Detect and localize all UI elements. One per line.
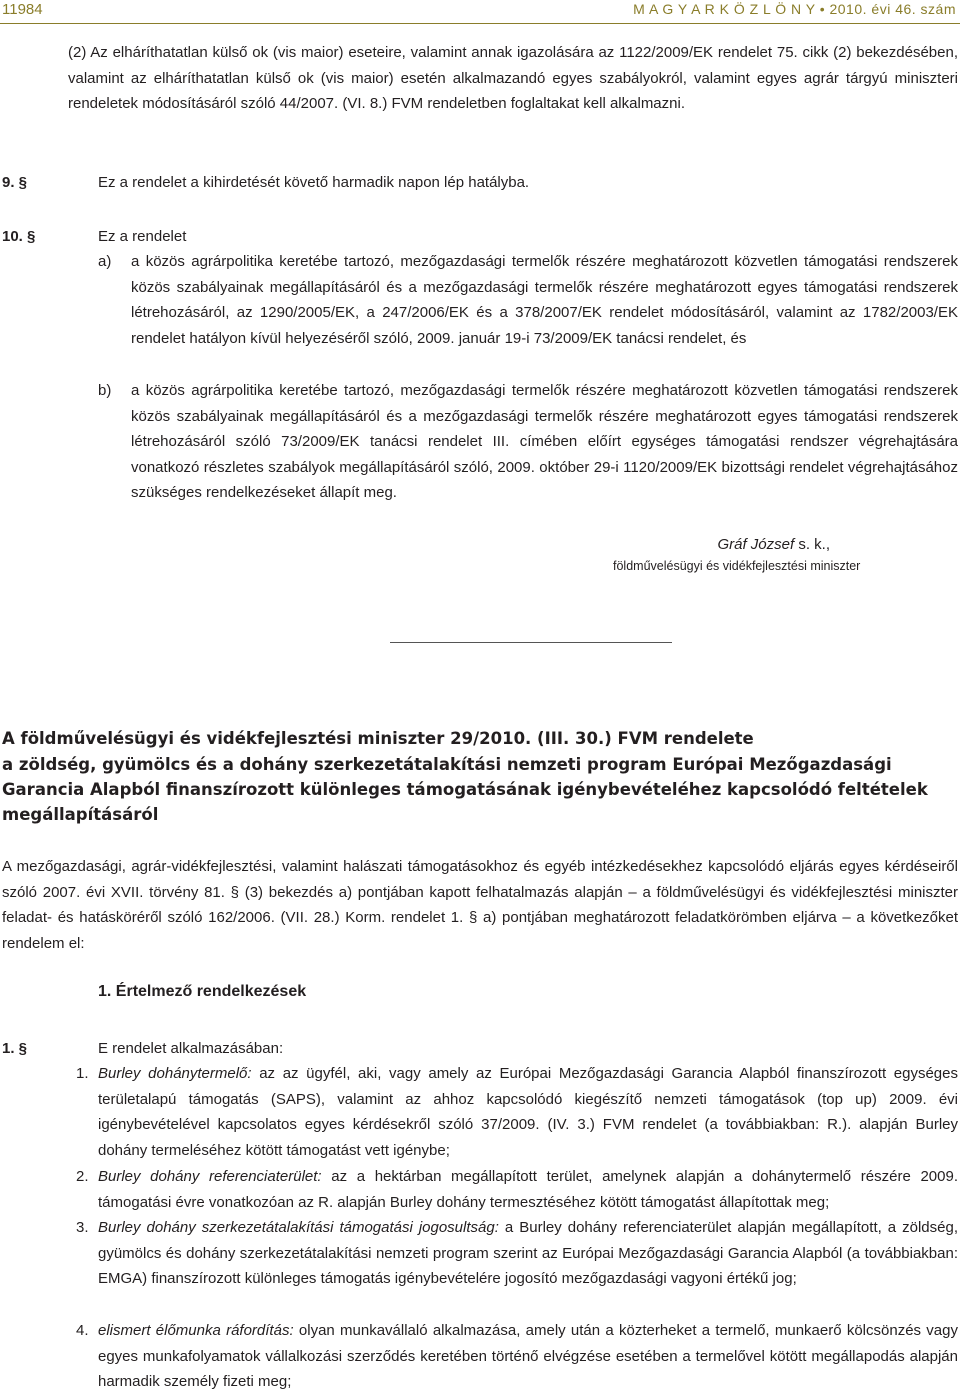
header-rule [0, 23, 960, 24]
section-1-intro: E rendelet alkalmazásában: [98, 1040, 284, 1057]
definition-number: 1. [76, 1065, 89, 1082]
page-header [0, 0, 960, 22]
section-9-text: Ez a rendelet a kihirdetését követő harmadik napon lép hatályba. [98, 174, 530, 191]
page-number: 11984 [2, 1, 43, 18]
decree-title: A földművelésügyi és vidékfejlesztési miniszter 29/2010. (III. 30.) FVM rendelete [2, 729, 754, 748]
item-b-label: b) [98, 382, 112, 399]
item-b-text: a közös agrárpolitika keretébe tartozó, mezőgazdasági termelők részére meghatározott közvetlen támogatási rendszerek közös szabályainak megállapításáról és a mezőgazdasági termelők részére meghatározott egyes támogatási rendszerek létrehozásáról szóló 73/2009/EK tanácsi rendelet III. címében előírt egységes támogatási rendszer végrehajtására vonatkozó részletes szabályok megállapításáról szóló, 2009. október 29-i 1120/2009/EK bizottsági rendelet végrehajtásához szükséges rendelkezéseket állapít meg. [131, 382, 958, 501]
definition-item [98, 1061, 958, 1163]
signer-name: Gráf József [717, 536, 795, 553]
signature-name [717, 536, 830, 553]
journal-info: M A G Y A R K Ö Z L Ö N Y • 2010. évi 46. szám [633, 1, 956, 17]
signature-suffix: s. k., [794, 536, 830, 553]
definition-item [98, 1164, 958, 1215]
item-a-text: a közös agrárpolitika keretébe tartozó, mezőgazdasági termelők részére meghatározott közvetlen támogatási rendszerek közös szabályainak megállapításáról és a mezőgazdasági termelők részére meghatározott egyes támogatási rendszerek létrehozásáról, az 1290/2005/EK, a 247/2006/EK és a 378/2007/EK rendelet módosításáról, valamint az 1782/2003/EK rendelet hatályon kívül helyezéséről szóló, 2009. január 19-i 73/2009/EK tanácsi rendelet, és [131, 253, 958, 347]
definition-text: a Burley dohány referenciaterület alapján megállapított, a zöldség, gyümölcs és dohány szerkezetátalakítási nemzeti program szerint az Európai Mezőgazdasági Garancia Alapból (a továbbiakban: EMGA) finanszírozott különleges támogatás igénybevételére jogosító mezőgazdasági vagyoni értékű jog; [98, 1219, 958, 1287]
section-heading: 1. Értelmező rendelkezések [98, 983, 307, 1000]
definition-text: az a hektárban megállapított terület, amelynek alapján a dohánytermelő részére 2009. támogatási évre vonatkozóan az R. alapján Burley dohány termesztéséhez kötött támogatást állapítottak meg; [98, 1168, 958, 1211]
section-10-intro: Ez a rendelet [98, 228, 187, 245]
definition-number: 3. [76, 1219, 89, 1236]
definition-item [98, 1318, 958, 1395]
definition-number: 2. [76, 1168, 89, 1185]
definition-number: 4. [76, 1322, 89, 1339]
definition-term: Burley dohány szerkezetátalakítási támogatási jogosultság: [98, 1219, 499, 1236]
decree-preamble: A mezőgazdasági, agrár-vidékfejlesztési, valamint halászati támogatásokhoz és egyéb intézkedésekhez kapcsolódó eljárás egyes kérdéseiről szóló 2007. évi XVII. törvény 81. § (3) bekezdés a) pontjában kapott felhatalmazás alapján – a földművelésügyi és vidékfejlesztési miniszter feladat- és hatásköréről szóló 162/2006. (VII. 28.) Korm. rendelet 1. § a) pontjában meghatározott feladatkörömben eljárva – a következőket rendelem el: [2, 858, 958, 952]
section-separator [390, 642, 672, 643]
signature-title: földművelésügyi és vidékfejlesztési miniszter [613, 559, 861, 573]
definition-term: Burley dohány referenciaterület: [98, 1168, 322, 1185]
definition-term: elismert élőmunka ráfordítás: [98, 1322, 294, 1339]
paragraph-2: (2) Az elháríthatatlan külső ok (vis maior) eseteire, valamint annak igazolására az 1122/2009/EK rendelet 75. cikk (2) bekezdésében, valamint az elháríthatatlan külső ok (vis maior) esetén alkalmazandó egyes szabályokról, valamint egyes agrár tárgyú miniszteri rendeletek módosításáról szóló 44/2007. (VI. 8.) FVM rendeletben foglaltakat kell alkalmazni. [68, 44, 958, 112]
item-a-label: a) [98, 253, 112, 270]
definition-text: olyan munkavállaló alkalmazása, amely után a közterheket a termelő, munkaerő kölcsönzés vagy egyes munkafolyamatok vállalkozási szerződés keretében történő elvégzése esetében a termelővel kötött megállapodás alapján harmadik személy fizeti meg; [98, 1322, 958, 1390]
decree-subtitle: a zöldség, gyümölcs és a dohány szerkezetátalakítási nemzeti program Európai Mezőgazdasági Garancia Alapból finanszírozott különleges támogatásának igénybevételéhez kapcsolódó feltételek megállapításáról [2, 755, 928, 824]
definition-item [98, 1215, 958, 1292]
section-1-label: 1. § [2, 1040, 28, 1057]
definition-text: az az ügyfél, aki, vagy amely az Európai Mezőgazdasági Garancia Alapból finanszírozott egységes területalapú támogatás (SAPS), valamint az ahhoz kapcsolódó kiegészítő nemzeti támogatások (top up) 2009. évi igénybevételével kapcsolatos egyes kérdésekről szóló 37/2009. (IV. 3.) FVM rendelet (a továbbiakban: R.). alapján Burley dohány termeléséhez kötött támogatást vett igénybe; [98, 1065, 958, 1159]
definition-term: Burley dohánytermelő: [98, 1065, 252, 1082]
section-10-label: 10. § [2, 228, 36, 245]
section-9-label: 9. § [2, 174, 28, 191]
